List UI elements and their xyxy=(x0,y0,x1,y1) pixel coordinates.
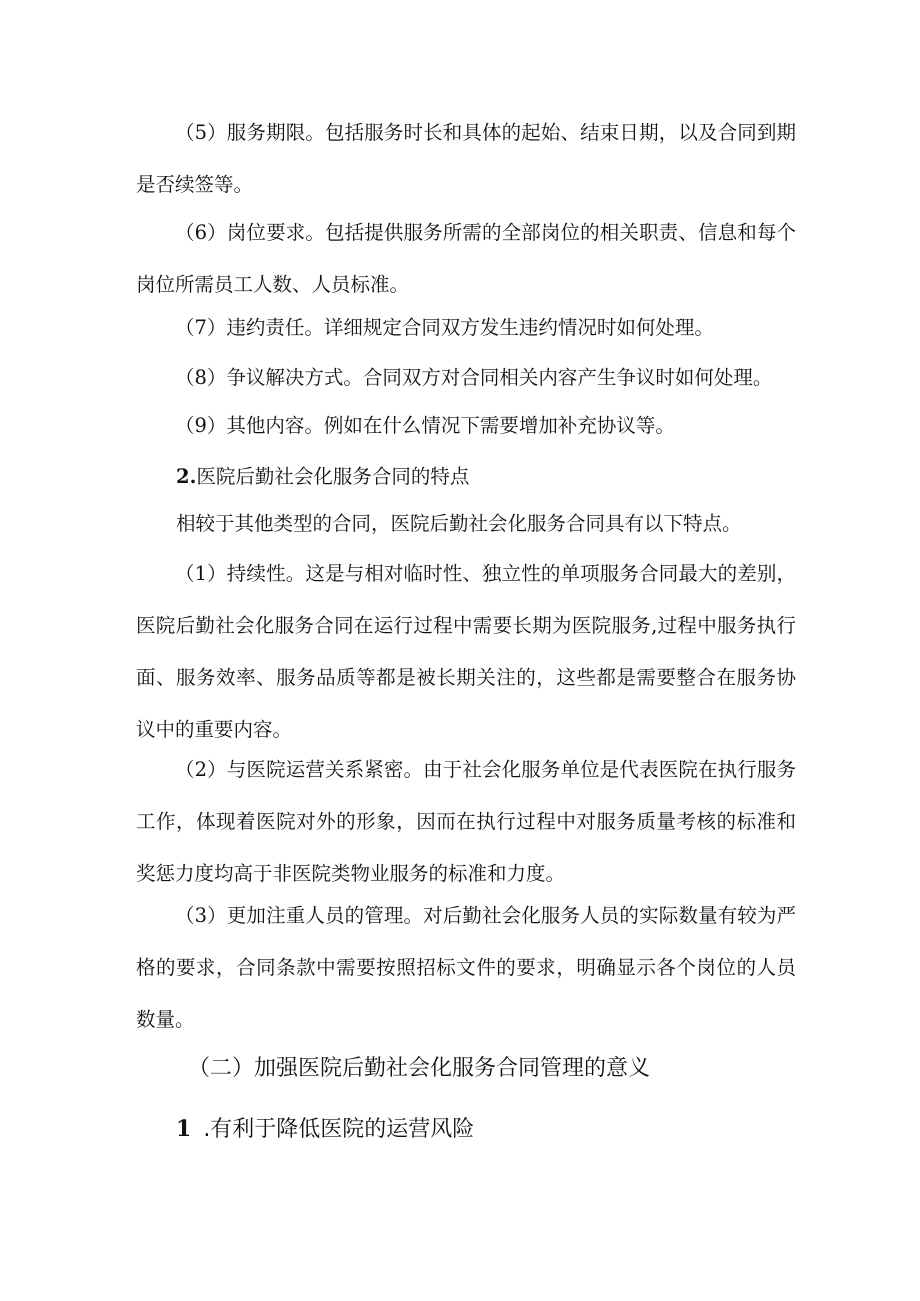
paragraph-service-period: （5）服务期限。包括服务时长和具体的起始、结束日期，以及合同到期是否续签等。 xyxy=(136,121,796,196)
paragraph-dispute-resolution: （8）争议解决方式。合同双方对合同相关内容产生争议时如何处理。 xyxy=(175,366,773,389)
paragraph-feature-operation: （2）与医院运营关系紧密。由于社会化服务单位是代表医院在执行服务工作，体现着医院对外的形象，因而在执行过程中对服务质量考核的标准和奖惩力度均高于非医院类物业服务的标准和力度。 xyxy=(136,758,796,885)
paragraph-breach-liability: （7）违约责任。详细规定合同双方发生违约情况时如何处理。 xyxy=(175,316,714,339)
subheading-reduce-risk xyxy=(176,1103,474,1156)
section-title: （二）加强医院后勤社会化服务合同管理的意义 xyxy=(188,1056,651,1081)
heading-text: 医院后勤社会化服务合同的特点 xyxy=(196,465,470,488)
paragraph-position-requirements: （6）岗位要求。包括提供服务所需的全部岗位的相关职责、信息和每个岗位所需员工人数、人员标准。 xyxy=(136,221,796,296)
subheading-number: 1 xyxy=(176,1116,192,1142)
paragraph-feature-personnel: （3）更加注重人员的管理。对后勤社会化服务人员的实际数量有较为严格的要求，合同条款中需要按照招标文件的要求，明确显示各个岗位的人员数量。 xyxy=(136,904,796,1031)
heading-number: 2. xyxy=(176,465,197,488)
paragraph-feature-continuity: （1）持续性。这是与相对临时性、独立性的单项服务合同最大的差别，医院后勤社会化服务合同在运行过程中需要长期为医院服务,过程中服务执行面、服务效率、服务品质等都是被长期关注的，这些都是需要整合在服务协议中的重要内容。 xyxy=(136,562,796,741)
subheading-text: .有利于降低医院的运营风险 xyxy=(203,1117,475,1142)
heading-contract-characteristics xyxy=(176,451,469,503)
paragraph-characteristics-intro: 相较于其他类型的合同，医院后勤社会化服务合同具有以下特点。 xyxy=(176,512,742,535)
paragraph-other-content: （9）其他内容。例如在什么情况下需要增加补充协议等。 xyxy=(175,414,675,437)
